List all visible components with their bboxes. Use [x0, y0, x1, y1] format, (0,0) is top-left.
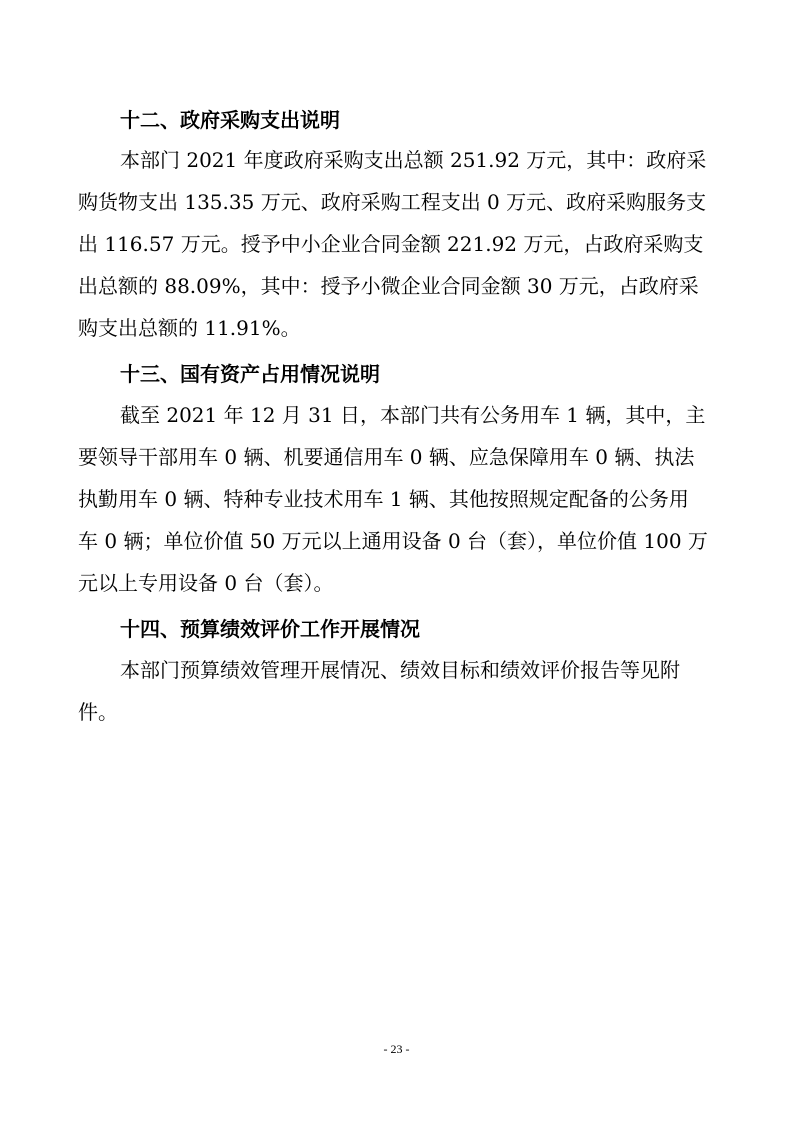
section-heading-13: 十三、国有资产占用情况说明	[120, 362, 380, 386]
section-13-line-3: 执勤用车 0 辆、特种专业技术用车 1 辆、其他按照规定配备的公务用	[78, 487, 689, 511]
section-12-line-1: 本部门 2021 年度政府采购支出总额 251.92 万元，其中：政府采	[120, 148, 707, 172]
section-14-line-2: 件。	[78, 700, 118, 724]
section-12-line-4: 出总额的 88.09%，其中：授予小微企业合同金额 30 万元，占政府采	[78, 274, 699, 298]
section-14-line-1: 本部门预算绩效管理开展情况、绩效目标和绩效评价报告等见附	[120, 658, 680, 682]
section-heading-14: 十四、预算绩效评价工作开展情况	[120, 617, 420, 641]
section-heading-12: 十二、政府采购支出说明	[120, 108, 340, 132]
section-12-line-2: 购货物支出 135.35 万元、政府采购工程支出 0 万元、政府采购服务支	[78, 190, 707, 214]
section-13-line-4: 车 0 辆；单位价值 50 万元以上通用设备 0 台（套），单位价值 100 万	[78, 529, 708, 553]
section-12-line-3: 出 116.57 万元。授予中小企业合同金额 221.92 万元，占政府采购支	[78, 232, 704, 256]
section-12-line-5: 购支出总额的 11.91%。	[78, 316, 301, 340]
page-number: - 23 -	[383, 1042, 410, 1056]
section-13-line-2: 要领导干部用车 0 辆、机要通信用车 0 辆、应急保障用车 0 辆、执法	[78, 445, 695, 469]
section-13-line-5: 元以上专用设备 0 台（套）。	[78, 571, 334, 595]
section-13-line-1: 截至 2021 年 12 月 31 日，本部门共有公务用车 1 辆，其中，主	[120, 403, 706, 427]
